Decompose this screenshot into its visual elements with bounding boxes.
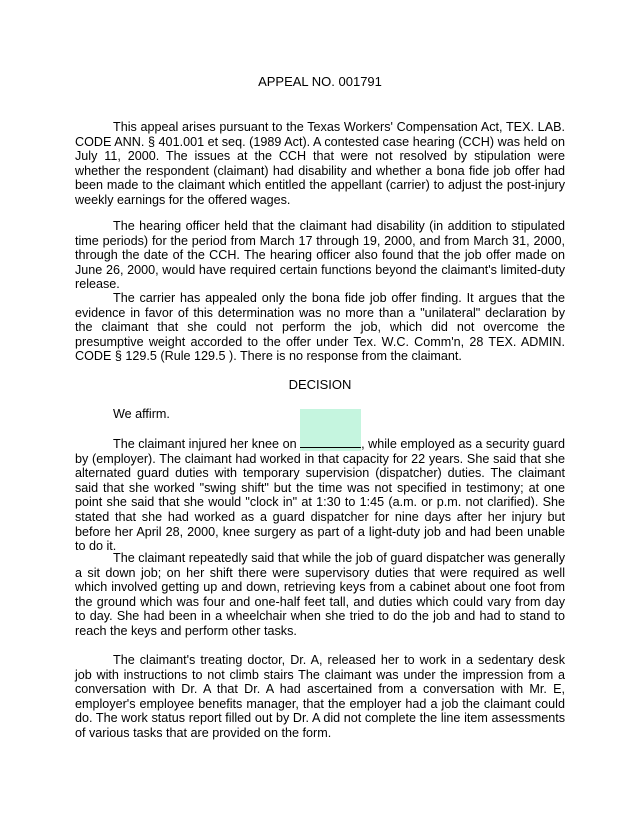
- redaction-underline: [300, 436, 361, 448]
- decision-heading: DECISION: [288, 377, 352, 392]
- paragraph-injury-facts: [75, 436, 565, 554]
- injury-text-before: The claimant injured her knee on: [113, 437, 301, 451]
- paragraph-affirm: We affirm.: [113, 407, 170, 421]
- paragraph-carrier-appeal: The carrier has appealed only the bona fide job offer finding. It argues that the evidence in favor of this determination was no more than a "unilateral" declaration by the claimant that she could not perform the job, which did not overcome the presumptive weight accorded to the offer under Tex. W.C. Comm'n, 28 TEX. ADMIN. CODE § 129.5 (Rule 129.5 ). There is no response from the claimant.: [75, 291, 565, 364]
- paragraph-treating-doctor: The claimant's treating doctor, Dr. A, released her to work in a sedentary desk job with instructions to not climb stairs The claimant was under the impression from a conversation with Dr. A that Dr. A had ascertained from a conversation with Mr. E, employer's employee benefits manager, that the employer had a job the claimant could do. The work status report filled out by Dr. A did not complete the line item assessments of various tasks that are provided on the form.: [75, 653, 565, 740]
- paragraph-hearing-officer: The hearing officer held that the claimant had disability (in addition to stipulated time periods) for the period from March 17 through 19, 2000, and from March 31, 2000, through the date of the CCH. The hearing officer also found that the job offer made on June 26, 2000, would have required certain functions beyond the claimant's limited-duty release.: [75, 219, 565, 292]
- document-title: APPEAL NO. 001791: [258, 74, 382, 89]
- paragraph-dispatcher-duties: The claimant repeatedly said that while the job of guard dispatcher was generally a sit down job; on her shift there were supervisory duties that were required as well which involved getting up and down, retrieving keys from a cabinet about one foot from the ground which was four and one-half feet tall, and duties which could vary from day to day. She had been in a wheelchair when she tried to do the job and had to stand to reach the keys and perform other tasks.: [75, 551, 565, 638]
- redacted-date: [300, 436, 361, 452]
- injury-text-after: , while employed as a security guard by (employer). The claimant had worked in that capacity for 22 years. She said that she alternated guard duties with temporary supervision (dispatcher) duties. The claimant said that she worked "swing shift" but the time was not specified in testimony; at one point she said that she would "clock in" at 1:30 to 1:45 (a.m. or p.m. not clarified). She stated that she had worked as a guard dispatcher for nine days after her injury but before her April 28, 2000, knee surgery as part of a light-duty job and had been unable to do it.: [75, 437, 565, 554]
- paragraph-intro: This appeal arises pursuant to the Texas Workers' Compensation Act, TEX. LAB. CODE ANN. § 401.001 et seq. (1989 Act). A contested case hearing (CCH) was held on July 11, 2000. The issues at the CCH that were not resolved by stipulation were whether the respondent (claimant) had disability and whether a bona fide job offer had been made to the claimant which entitled the appellant (carrier) to adjust the post-injury weekly earnings for the offered wages.: [75, 120, 565, 207]
